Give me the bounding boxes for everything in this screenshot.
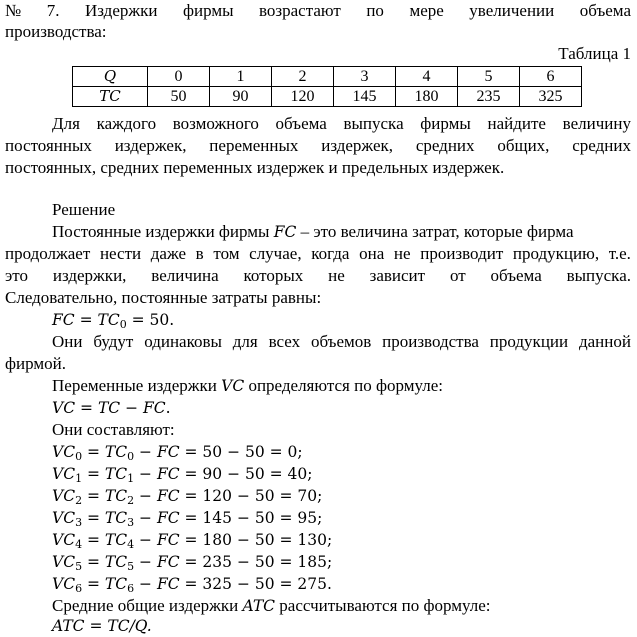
table-cell-tc: 180 bbox=[396, 87, 458, 107]
vc-formula-minus: − bbox=[125, 399, 139, 417]
table-cell-q: 0 bbox=[148, 67, 210, 87]
task-word: Для bbox=[52, 114, 80, 133]
same-word: объемов bbox=[310, 332, 372, 351]
tc-index: 6 bbox=[127, 582, 135, 595]
same-word: Они bbox=[52, 332, 83, 351]
vc-symbol: VC bbox=[52, 575, 76, 593]
tc-index: 5 bbox=[127, 560, 135, 573]
fc-def-word: величина bbox=[151, 266, 219, 285]
vc-calculation-row: $VC_2 = TC_2$ − FC = 120 − 50 = 70; bbox=[52, 487, 323, 507]
fc-symbol: FC bbox=[156, 531, 180, 549]
tc-symbol: TC bbox=[104, 553, 128, 571]
vc-calculation-row: $VC_5 = TC_5$ − FC = 235 − 50 = 185; bbox=[52, 553, 333, 573]
task-word: фирмы bbox=[420, 114, 471, 133]
fc-def-word: выпуска. bbox=[566, 266, 631, 285]
vc-arithmetic: = 180 − 50 = 130; bbox=[184, 531, 333, 549]
fc-symbol: FC bbox=[156, 509, 180, 527]
fc-symbol: FC bbox=[156, 553, 180, 571]
fc-symbol: FC bbox=[156, 443, 180, 461]
task-word: издержек, bbox=[114, 136, 187, 155]
fc-def-word: продукцию, bbox=[512, 244, 600, 263]
fc-formula-tc: TC bbox=[97, 311, 120, 329]
task-word: постоянных bbox=[5, 136, 92, 155]
vc-index: 0 bbox=[75, 450, 83, 463]
vc-index: 3 bbox=[75, 516, 83, 529]
vc-def-text-b: определяются по формуле: bbox=[248, 376, 443, 395]
same-word: продукции bbox=[489, 332, 569, 351]
vc-arithmetic: = 50 − 50 = 0; bbox=[184, 443, 303, 461]
atc-symbol: ATC bbox=[242, 597, 276, 615]
tc-index: 3 bbox=[127, 516, 135, 529]
same-word: всех bbox=[268, 332, 301, 351]
table-header-tc: TC bbox=[73, 87, 148, 107]
fc-def-text-a: Постоянные издержки фирмы bbox=[52, 222, 270, 241]
tc-symbol: TC bbox=[104, 575, 128, 593]
tc-index: 0 bbox=[127, 450, 135, 463]
table-cell-q: 1 bbox=[210, 67, 272, 87]
fc-def-word: в bbox=[195, 244, 204, 263]
table-cell-q: 2 bbox=[272, 67, 334, 87]
table-header-q: Q bbox=[73, 67, 148, 87]
vc-symbol: VC bbox=[52, 553, 76, 571]
vc-arithmetic: = 235 − 50 = 185; bbox=[184, 553, 333, 571]
table-cell-tc: 325 bbox=[520, 87, 582, 107]
tc-symbol: TC bbox=[104, 531, 128, 549]
vc-index: 1 bbox=[75, 472, 83, 485]
table-cell-tc: 235 bbox=[458, 87, 520, 107]
atc-def-text-b: рассчитываются по формуле: bbox=[279, 596, 491, 615]
problem-word: № bbox=[5, 1, 22, 20]
table-cell-tc: 120 bbox=[272, 87, 334, 107]
fc-def-word: случае, bbox=[249, 244, 302, 263]
task-word: издержек, bbox=[321, 136, 393, 155]
vc-arithmetic: = 90 − 50 = 40; bbox=[184, 465, 313, 483]
fc-formula-sub: 0 bbox=[119, 318, 127, 331]
fc-def-word: т.е. bbox=[608, 244, 631, 263]
table-caption: Таблица 1 bbox=[558, 44, 631, 63]
table-cell-q: 3 bbox=[334, 67, 396, 87]
problem-word: Издержки bbox=[84, 1, 158, 20]
fc-symbol: FC bbox=[156, 487, 180, 505]
table-cell-q: 4 bbox=[396, 67, 458, 87]
vc-symbol: VC bbox=[52, 443, 76, 461]
task-line-2 bbox=[5, 135, 631, 157]
problem-line-2: производства: bbox=[5, 22, 107, 41]
task-word: каждого bbox=[96, 114, 157, 133]
table-cell-q: 5 bbox=[458, 67, 520, 87]
vc-calculation-row: $VC_1 = TC_1$ − FC = 90 − 50 = 40; bbox=[52, 465, 313, 485]
vc-arithmetic: = 325 − 50 = 275. bbox=[184, 575, 332, 593]
fc-def-text-b: – это величина затрат, которые фирма bbox=[300, 222, 574, 241]
fc-def-word: издержки, bbox=[52, 266, 127, 285]
fc-definition-line-4: Следовательно, постоянные затраты равны: bbox=[5, 288, 322, 307]
atc-formula: ATC = TC/Q. bbox=[52, 617, 152, 635]
task-line-1 bbox=[52, 113, 631, 135]
fc-def-word: продолжает bbox=[5, 244, 91, 263]
vc-arithmetic: = 145 − 50 = 95; bbox=[184, 509, 323, 527]
fc-def-word: от bbox=[449, 266, 466, 285]
vc-formula-end: . bbox=[165, 399, 171, 417]
vc-index: 5 bbox=[75, 560, 83, 573]
fc-definition-line-3 bbox=[5, 265, 631, 287]
problem-word: возрастают bbox=[259, 1, 341, 20]
table-row-tc bbox=[73, 87, 582, 107]
vc-symbol: VC bbox=[221, 377, 245, 395]
task-word: средних bbox=[572, 136, 631, 155]
fc-def-word: объема bbox=[490, 266, 542, 285]
same-word: одинаковы bbox=[144, 332, 222, 351]
task-word: объема bbox=[275, 114, 327, 133]
table-cell-tc: 145 bbox=[334, 87, 396, 107]
tc-index: 4 bbox=[127, 538, 135, 551]
fc-symbol: FC bbox=[273, 223, 297, 241]
same-word: данной bbox=[578, 332, 631, 351]
tc-symbol: TC bbox=[104, 465, 128, 483]
tc-index: 2 bbox=[127, 494, 135, 507]
task-word: общих, bbox=[497, 136, 550, 155]
fc-def-word: которых bbox=[243, 266, 304, 285]
vc-formula-tc: TC bbox=[97, 399, 121, 417]
same-word: будут bbox=[93, 332, 134, 351]
fc-formula-eq2: = 50. bbox=[131, 311, 175, 329]
vc-symbol: VC bbox=[52, 465, 76, 483]
problem-line-1 bbox=[5, 0, 631, 22]
fc-symbol: FC bbox=[156, 575, 180, 593]
fc-formula bbox=[52, 309, 174, 331]
fc-def-word: том bbox=[213, 244, 240, 263]
fc-def-word: нести bbox=[99, 244, 142, 263]
vc-def-text-a: Переменные издержки bbox=[52, 376, 217, 395]
vc-calculation-row: $VC_0 = TC_0$ − FC = 50 − 50 = 0; bbox=[52, 443, 303, 463]
atc-def-text-a: Средние общие издержки bbox=[52, 596, 239, 615]
task-word: найдите bbox=[487, 114, 546, 133]
vc-index: 6 bbox=[75, 582, 83, 595]
tc-index: 1 bbox=[127, 472, 135, 485]
problem-word: увеличении bbox=[469, 1, 555, 20]
fc-formula-lhs: FC bbox=[52, 311, 75, 329]
vc-calculation-row: $VC_3 = TC_3$ − FC = 145 − 50 = 95; bbox=[52, 509, 323, 529]
vc-index: 2 bbox=[75, 494, 83, 507]
vc-symbol: VC bbox=[52, 487, 76, 505]
solution-heading: Решение bbox=[52, 200, 116, 219]
problem-word: по bbox=[366, 1, 384, 20]
fc-def-word: производит bbox=[420, 244, 504, 263]
table-cell-q: 6 bbox=[520, 67, 582, 87]
vc-symbol: VC bbox=[52, 509, 76, 527]
vc-calculation-row: $VC_4 = TC_4$ − FC = 180 − 50 = 130; bbox=[52, 531, 333, 551]
tc-symbol: TC bbox=[104, 509, 128, 527]
task-word: переменных bbox=[209, 136, 299, 155]
task-word: выпуска bbox=[343, 114, 404, 133]
task-word: возможного bbox=[172, 114, 259, 133]
same-word: для bbox=[232, 332, 258, 351]
cost-table bbox=[72, 66, 582, 107]
vc-definition bbox=[52, 375, 443, 397]
fc-def-word: когда bbox=[311, 244, 350, 263]
vc-symbol: VC bbox=[52, 531, 76, 549]
fc-definition-line-1 bbox=[52, 221, 574, 243]
tc-symbol: TC bbox=[104, 487, 128, 505]
problem-word: объема bbox=[579, 1, 631, 20]
same-line-2: фирмой. bbox=[5, 354, 66, 373]
fc-def-word: она bbox=[359, 244, 385, 263]
same-word: производства bbox=[382, 332, 479, 351]
problem-word: мере bbox=[409, 1, 444, 20]
vc-formula-eq: = bbox=[80, 399, 93, 417]
table-cell-tc: 50 bbox=[148, 87, 210, 107]
fc-def-word: даже bbox=[150, 244, 187, 263]
problem-word: 7. bbox=[46, 1, 60, 20]
fc-def-word: не bbox=[393, 244, 411, 263]
fc-definition-line-2 bbox=[5, 243, 631, 265]
vc-index: 4 bbox=[75, 538, 83, 551]
they-are-line: Они составляют: bbox=[52, 420, 175, 439]
fc-formula-eq1: = bbox=[79, 311, 93, 329]
vc-calculation-row: $VC_6 = TC_6$ − FC = 325 − 50 = 275. bbox=[52, 575, 332, 595]
table-row-q bbox=[73, 67, 582, 87]
fc-def-word: не bbox=[328, 266, 345, 285]
task-line-3: постоянных, средних переменных издержек и предельных издержек. bbox=[5, 158, 505, 177]
vc-formula-fc: FC bbox=[143, 399, 166, 417]
vc-formula-lhs: VC bbox=[52, 399, 76, 417]
fc-def-word: это bbox=[5, 266, 29, 285]
task-word: величину bbox=[562, 114, 631, 133]
table-cell-tc: 90 bbox=[210, 87, 272, 107]
task-word: средних bbox=[415, 136, 475, 155]
problem-word: фирмы bbox=[182, 1, 234, 20]
fc-def-word: зависит bbox=[369, 266, 426, 285]
fc-symbol: FC bbox=[156, 465, 180, 483]
vc-formula bbox=[52, 397, 171, 419]
tc-symbol: TC bbox=[104, 443, 128, 461]
vc-arithmetic: = 120 − 50 = 70; bbox=[184, 487, 323, 505]
same-line-1 bbox=[52, 331, 631, 353]
atc-definition bbox=[52, 595, 491, 617]
